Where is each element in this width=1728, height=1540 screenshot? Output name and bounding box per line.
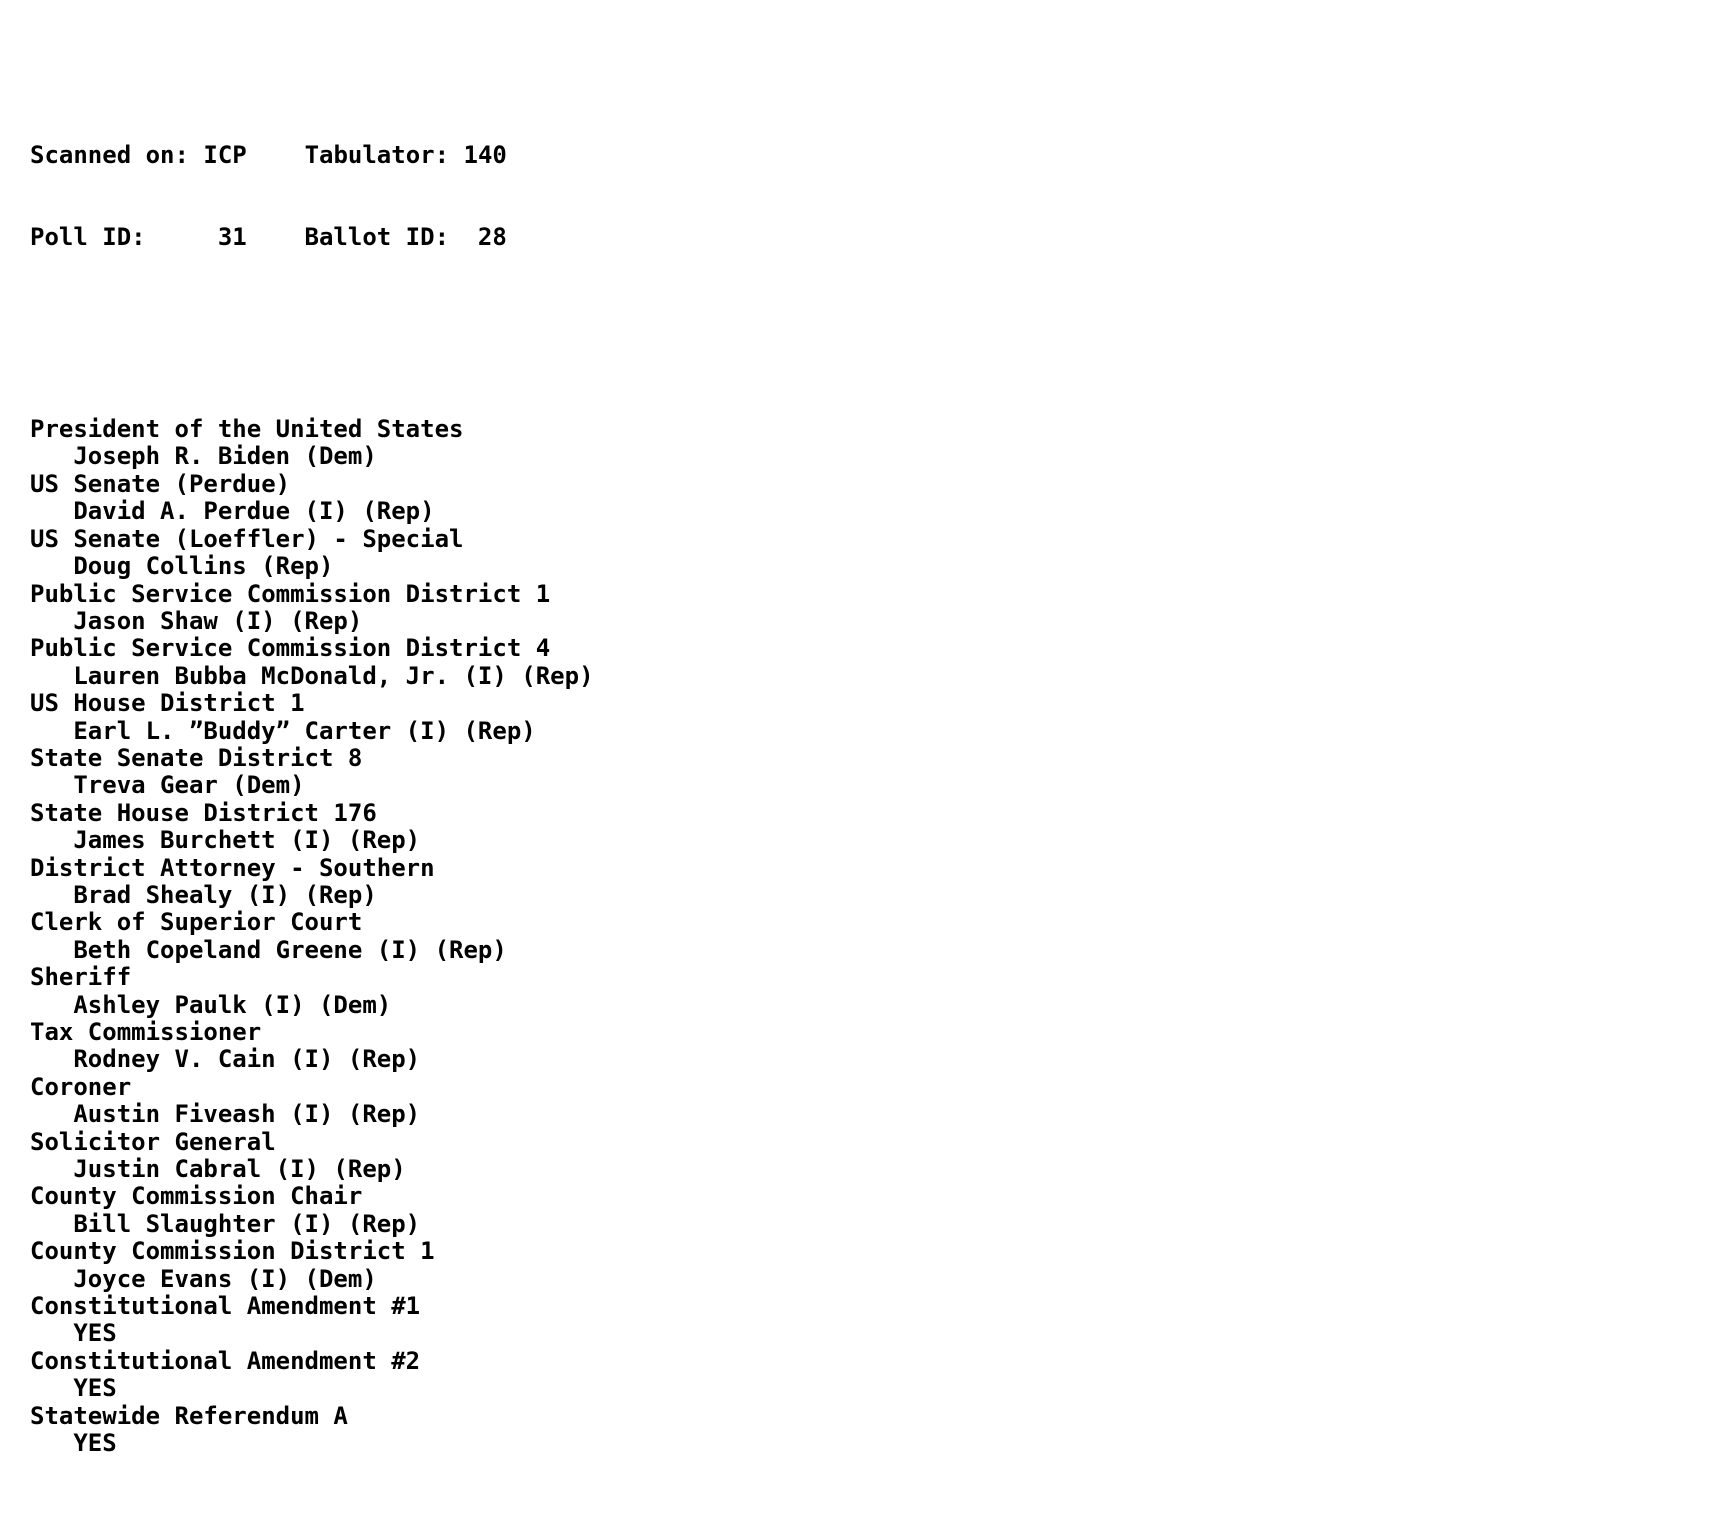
contest-selection: YES (73, 1374, 117, 1403)
contest-title: Solicitor General (30, 1127, 276, 1156)
contest-row (30, 909, 594, 964)
tabulator-value: 140 (463, 141, 507, 170)
contest-row (30, 1074, 594, 1129)
contest-row (30, 581, 594, 636)
contest-selection: Joseph R. Biden (Dem) (73, 442, 377, 471)
scan-header-line-2 (30, 224, 594, 251)
contest-row (30, 1019, 594, 1074)
contest-row (30, 1348, 594, 1403)
contest-title: US Senate (Perdue) (30, 469, 291, 498)
contest-title: US Senate (Loeffler) - Special (30, 524, 464, 553)
contest-title: Constitutional Amendment #1 (30, 1292, 421, 1321)
contest-selection: Justin Cabral (I) (Rep) (73, 1155, 406, 1184)
contest-title: Sheriff (30, 963, 132, 992)
contest-selection: YES (73, 1429, 117, 1458)
contest-title: County Commission Chair (30, 1182, 363, 1211)
contest-selection: Treva Gear (Dem) (73, 771, 305, 800)
contest-title: President of the United States (30, 415, 464, 444)
contest-row (30, 745, 594, 800)
contest-selection: Earl L. ”Buddy” Carter (I) (Rep) (73, 716, 536, 745)
contest-title: Statewide Referendum A (30, 1401, 348, 1430)
contest-row (30, 1129, 594, 1184)
contest-title: Tax Commissioner (30, 1018, 262, 1047)
contest-title: Public Service Commission District 4 (30, 634, 551, 663)
ballot-id-value: 28 (477, 223, 507, 252)
contest-row (30, 471, 594, 526)
contest-selection: Ashley Paulk (I) (Dem) (73, 990, 392, 1019)
contest-row (30, 1293, 594, 1348)
contest-selection: David A. Perdue (I) (Rep) (73, 497, 435, 526)
contest-title: County Commission District 1 (30, 1237, 435, 1266)
contest-row (30, 800, 594, 855)
contest-selection: Lauren Bubba McDonald, Jr. (I) (Rep) (73, 661, 594, 690)
contest-selection: Beth Copeland Greene (I) (Rep) (73, 935, 507, 964)
contest-row (30, 526, 594, 581)
scanned-on-value: ICP (203, 141, 247, 170)
scanned-on-label: Scanned on: (30, 141, 189, 170)
scan-header (30, 87, 594, 306)
contest-selection: YES (73, 1319, 117, 1348)
contest-selection: James Burchett (I) (Rep) (73, 826, 421, 855)
contest-title: Clerk of Superior Court (30, 908, 363, 937)
contest-row (30, 1183, 594, 1238)
contest-selection: Joyce Evans (I) (Dem) (73, 1264, 377, 1293)
contest-row (30, 855, 594, 910)
scanned-ballot-record (30, 5, 594, 1540)
contest-selection: Jason Shaw (I) (Rep) (73, 606, 363, 635)
contest-title: Coroner (30, 1072, 132, 1101)
contest-row (30, 964, 594, 1019)
contest-title: State House District 176 (30, 798, 377, 827)
contest-selection: Doug Collins (Rep) (73, 552, 334, 581)
contest-title: Public Service Commission District 1 (30, 579, 551, 608)
contest-row (30, 416, 594, 471)
poll-id-label: Poll ID: (30, 223, 146, 252)
contest-selection: Rodney V. Cain (I) (Rep) (73, 1045, 421, 1074)
contest-row (30, 1238, 594, 1293)
contest-title: State Senate District 8 (30, 743, 363, 772)
contest-list (30, 416, 594, 1457)
contest-selection: Brad Shealy (I) (Rep) (73, 880, 377, 909)
contest-row (30, 690, 594, 745)
contest-selection: Bill Slaughter (I) (Rep) (73, 1209, 421, 1238)
contest-selection: Austin Fiveash (I) (Rep) (73, 1100, 421, 1129)
poll-id-value: 31 (217, 223, 247, 252)
contest-title: US House District 1 (30, 689, 305, 718)
ballot-id-label: Ballot ID: (304, 223, 450, 252)
tabulator-label: Tabulator: (304, 141, 450, 170)
contest-row (30, 635, 594, 690)
scan-header-line-1 (30, 142, 594, 169)
contest-title: Constitutional Amendment #2 (30, 1346, 421, 1375)
contest-title: District Attorney - Southern (30, 853, 435, 882)
contest-row (30, 1403, 594, 1458)
